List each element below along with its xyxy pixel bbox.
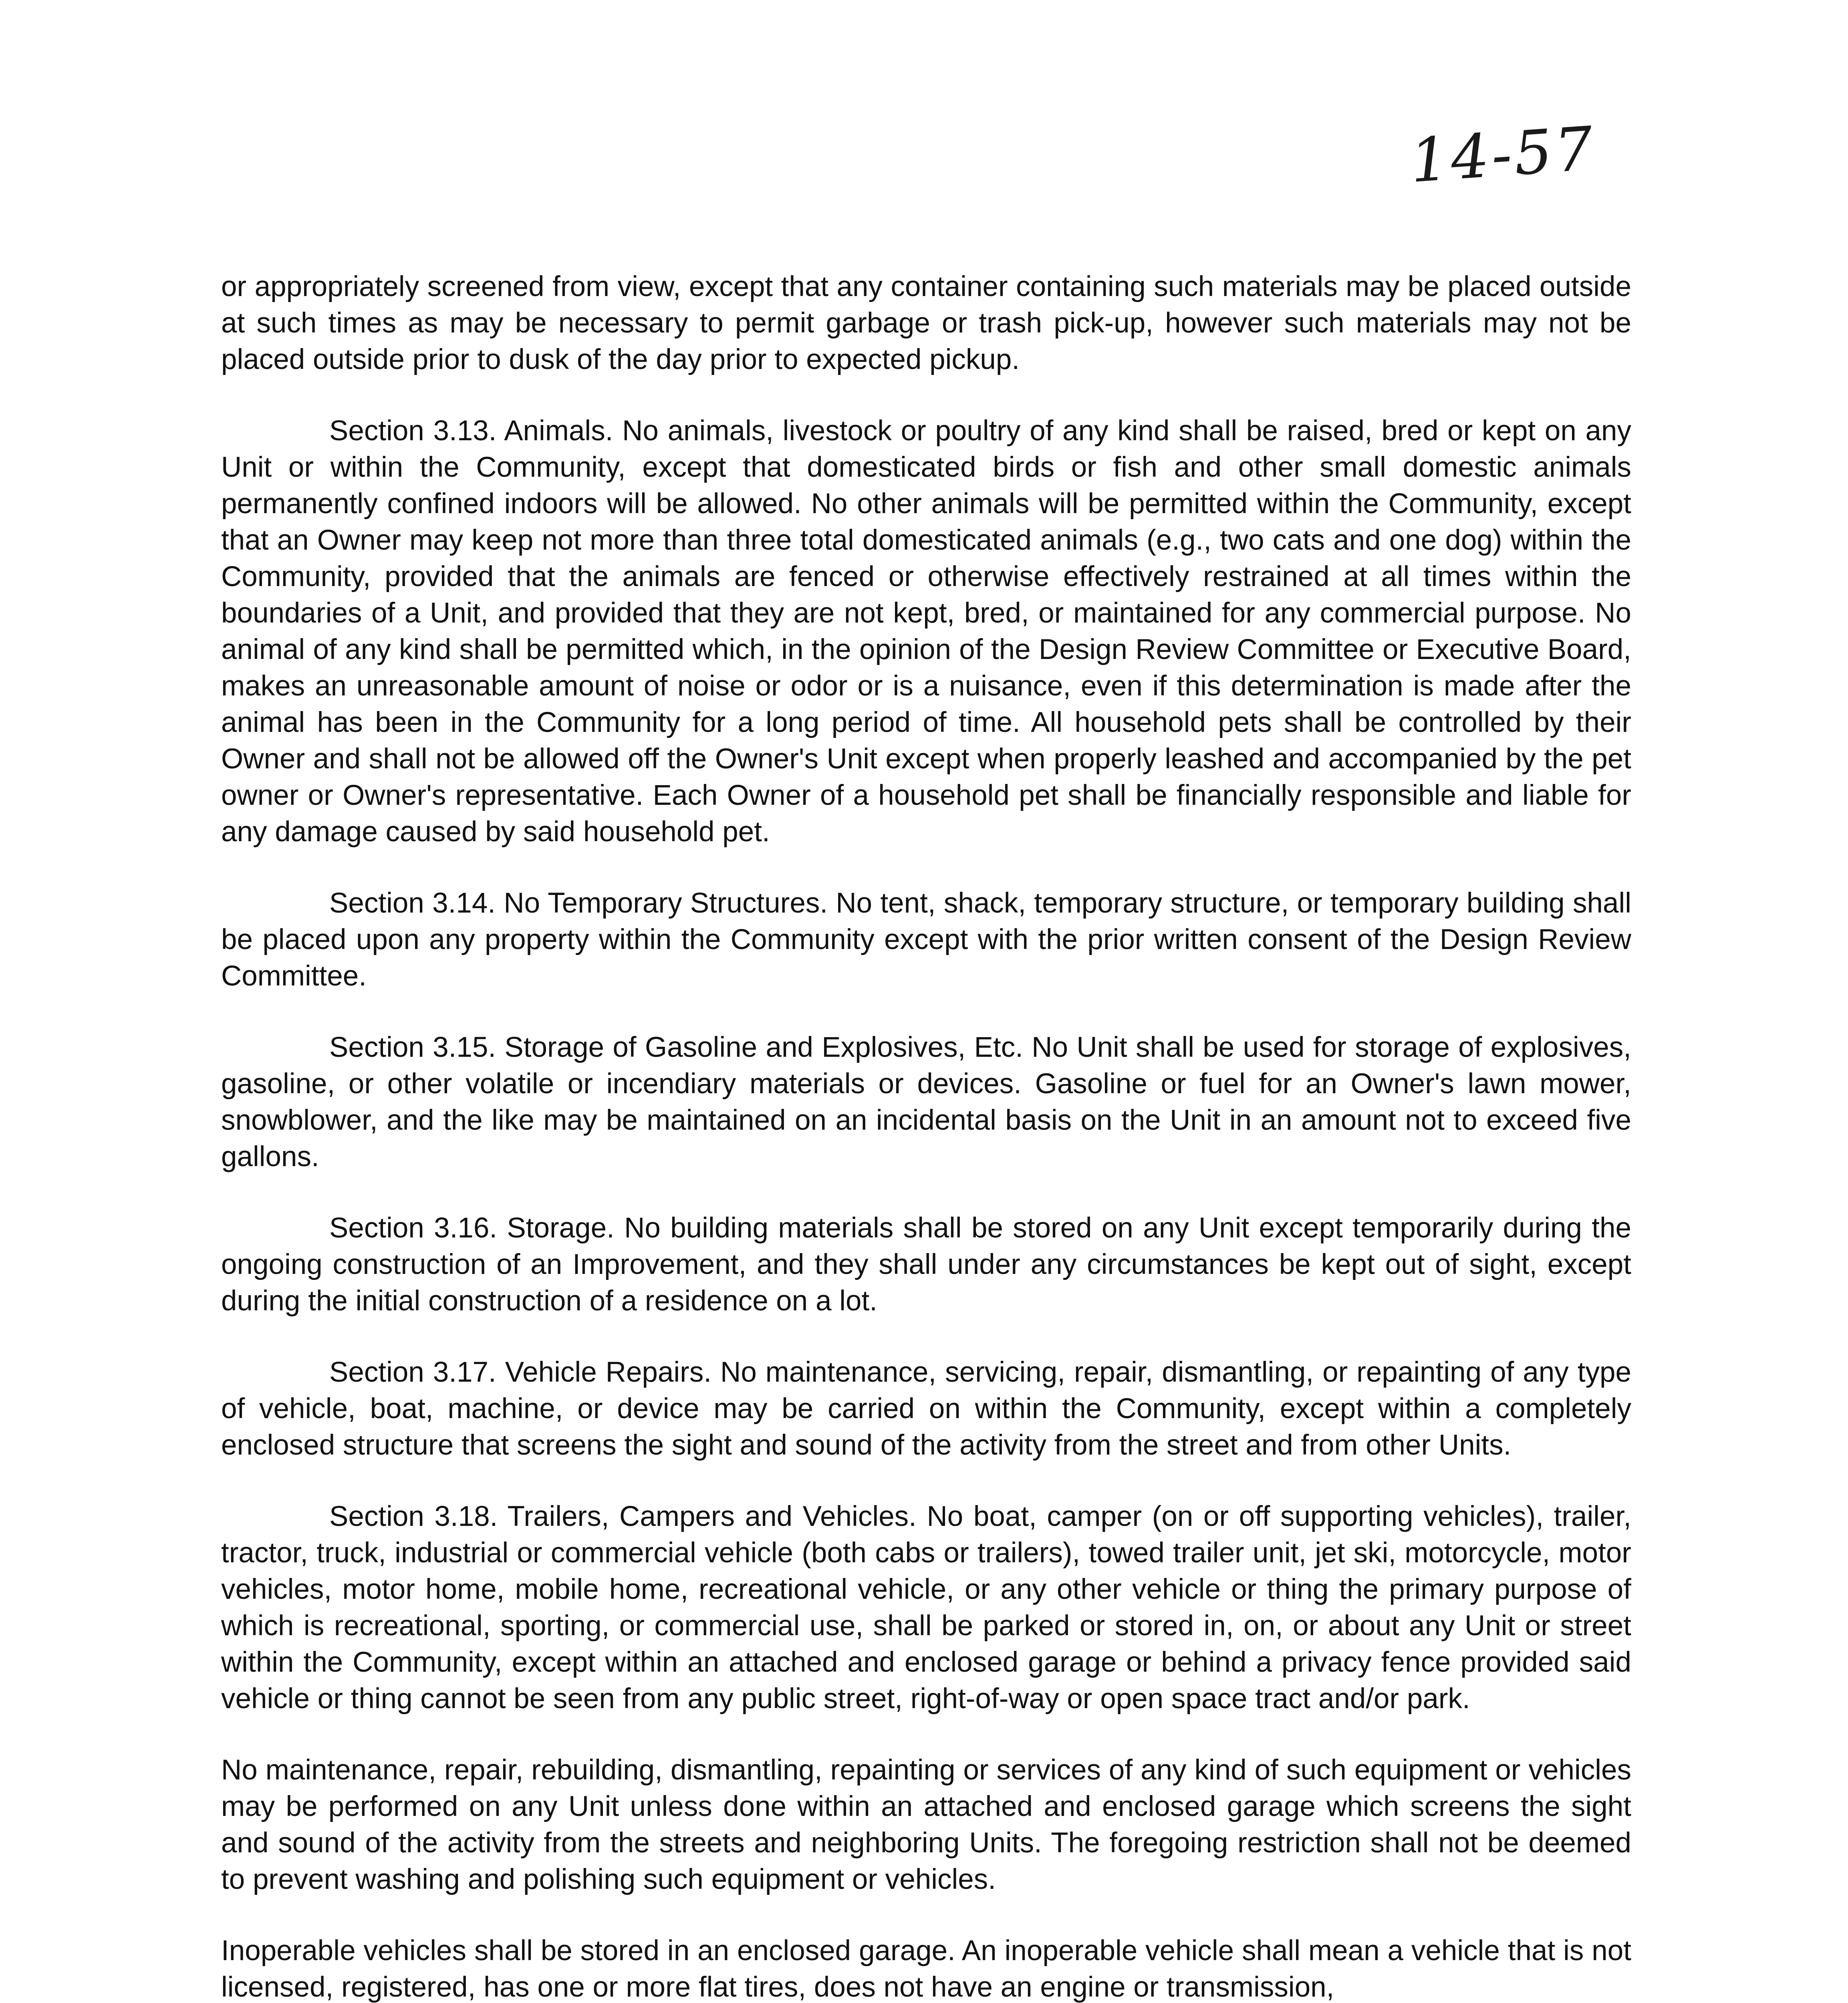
paragraph-maintenance: No maintenance, repair, rebuilding, dismantling, repainting or services of any kind of such equipment or vehicles may be performed on any Unit unless done within an attached and enclosed garage which screens the sight and sound of the activity from the streets and neighboring Units. The foregoing restriction shall not be deemed to prevent washing and polishing such equipment or vehicles. [221,1754,1631,1895]
paragraph-section-3-15: Section 3.15. Storage of Gasoline and Explosives, Etc. No Unit shall be used for storage of explosives, gasoline, or other volatile or incendiary materials or devices. Gasoline or fuel for an Owner's lawn mower, snowblower, and the like may be maintained on an incidental basis on the Unit in an amount not to exceed five gallons. [221,1032,1631,1173]
paragraph-section-3-18: Section 3.18. Trailers, Campers and Vehicles. No boat, camper (on or off supporting vehicles), trailer, tractor, truck, industrial or commercial vehicle (both cabs or trailers), towed trailer unit, jet ski, motorcycle, motor vehicles, motor home, mobile home, recreational vehicle, or any other vehicle or thing the primary purpose of which is recreational, sporting, or commercial use, shall be parked or stored in, on, or about any Unit or street within the Community, except within an attached and enclosed garage or behind a privacy fence provided said vehicle or thing cannot be seen from any public street, right-of-way or open space tract and/or park. [221,1501,1631,1715]
paragraph-section-3-13: Section 3.13. Animals. No animals, livestock or poultry of any kind shall be raised, bred or kept on any Unit or within the Community, except that domesticated birds or fish and other small domestic animals permanently confined indoors will be allowed. No other animals will be permitted within the Community, except that an Owner may keep not more than three total domesticated animals (e.g., two cats and one dog) within the Community, provided that the animals are fenced or otherwise effectively restrained at all times within the boundaries of a Unit, and provided that they are not kept, bred, or maintained for any commercial purpose. No animal of any kind shall be permitted which, in the opinion of the Design Review Committee or Executive Board, makes an unreasonable amount of noise or odor or is a nuisance, even if this determination is made after the animal has been in the Community for a long period of time. All household pets shall be controlled by their Owner and shall not be allowed off the Owner's Unit except when properly leashed and accompanied by the pet owner or Owner's representative. Each Owner of a household pet shall be financially responsible and liable for any damage caused by said household pet. [221,415,1631,848]
paragraph-section-3-17: Section 3.17. Vehicle Repairs. No maintenance, servicing, repair, dismantling, or repainting of any type of vehicle, boat, machine, or device may be carried on within the Community, except within a completely enclosed structure that screens the sight and sound of the activity from the street and from other Units. [221,1356,1631,1461]
paragraph-section-3-16: Section 3.16. Storage. No building materials shall be stored on any Unit except temporarily during the ongoing construction of an Improvement, and they shall under any circumstances be kept out of sight, except during the initial construction of a residence on a lot. [221,1212,1631,1317]
paragraph-section-3-14: Section 3.14. No Temporary Structures. No tent, shack, temporary structure, or temporary building shall be placed upon any property within the Community except with the prior written consent of the Design Review Committee. [221,887,1631,992]
handwritten-page-mark: 14-57 [1408,114,1598,196]
paragraph-continuation: or appropriately screened from view, except that any container containing such materials may be placed outside at such times as may be necessary to permit garbage or trash pick-up, however such materials may not be placed outside prior to dusk of the day prior to expected pickup. [221,271,1631,375]
paragraph-inoperable-vehicles: Inoperable vehicles shall be stored in an enclosed garage. An inoperable vehicle shall mean a vehicle that is not licensed, registered, has one or more flat tires, does not have an engine or transmission, [221,1935,1631,2003]
document-body [221,268,1631,2003]
